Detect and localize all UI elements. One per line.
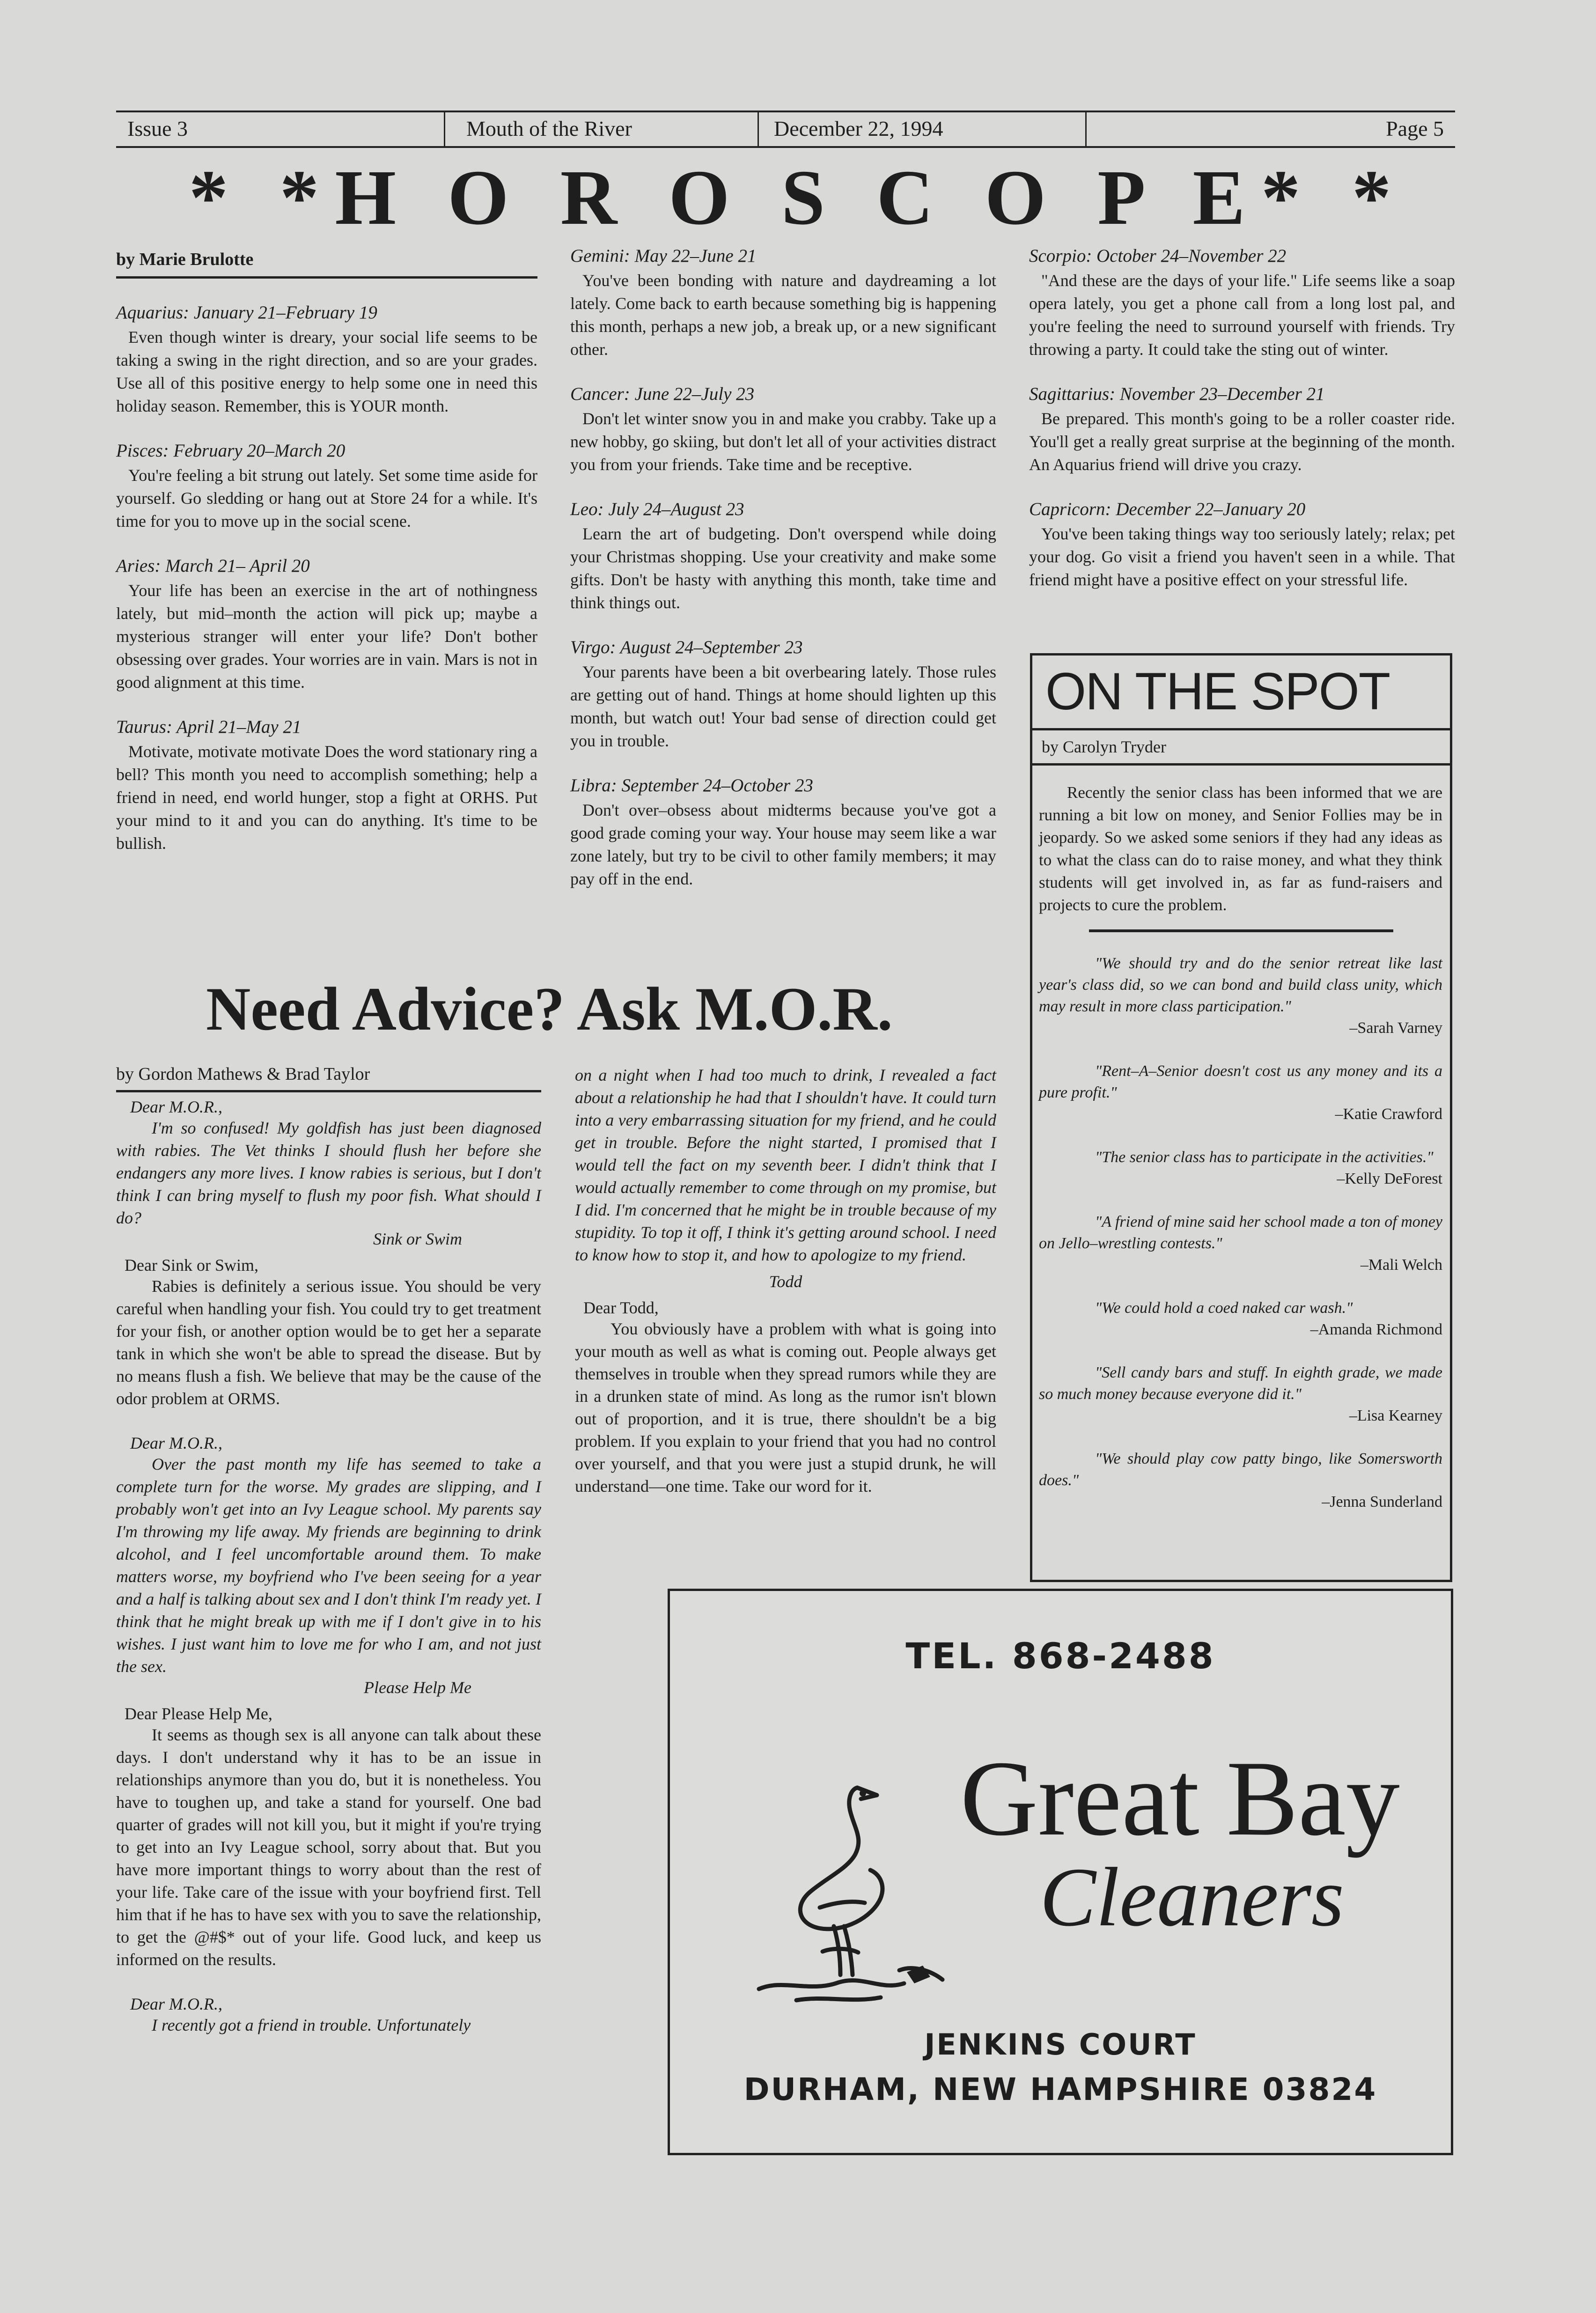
byline-rule xyxy=(116,1090,541,1092)
sign-heading: Capricorn: December 22–January 20 xyxy=(1029,499,1306,519)
letter-salutation: Dear M.O.R., xyxy=(130,1995,222,2013)
sign-heading: Taurus: April 21–May 21 xyxy=(116,717,302,737)
letter-signoff: Todd xyxy=(769,1272,802,1291)
sign-text: Motivate, motivate motivate Does the word stationary ring a bell? This month you need to accomplish something; help a friend in need, end world hunger, stop a fight at ORHS. Put your mind to it and you can do anything. It's time to be bullish. xyxy=(116,742,537,853)
letter-salutation: Dear M.O.R., xyxy=(130,1098,222,1116)
reply-text: It seems as though sex is all anyone can talk about these days. I don't understand why it has to be an issue in relationships anymore than you do, but it is nonetheless. You have to toughen up, and take a stand for yourself. One bad quarter of grades will not kill you, but it might if you're trying to get into an Ivy League school, sorry about that. But you have more important things to worry about than the rest of your life. Take care of the issue with your boyfriend first. Tell him that if he has to have sex with you to save the relationship, to get the @#$* out of your life. Good luck, and keep us informed on the results. xyxy=(116,1725,541,1969)
horoscope-column-1 xyxy=(116,249,537,877)
sign-heading: Aquarius: January 21–February 19 xyxy=(116,302,377,323)
horoscope-byline: by Marie Brulotte xyxy=(116,250,254,269)
reply-text: You obviously have a problem with what is going into your mouth as well as what is coming out. People always get themselves in trouble when they spread rumors while they are in a drunken state of mind. As long as the rumor isn't blown out of proportion, and it is true, there shouldn't be a big problem. If you explain to your friend that you had no control over yourself, and that you were just a stupid drunk, he will understand—one time. Take our word for it. xyxy=(575,1319,996,1495)
sign-text: Your life has been an exercise in the art of nothingness lately, but mid–month the action will pick up; maybe a mysterious stranger will enter your life? Don't bother obsessing over grades. Your worries are in vain. Mars is not in good alignment at this time. xyxy=(116,581,537,692)
sign-heading: Pisces: February 20–March 20 xyxy=(116,441,346,461)
quote-attribution: –Mali Welch xyxy=(1360,1256,1442,1274)
quote-attribution: –Kelly DeForest xyxy=(1337,1170,1442,1187)
issue-date: December 22, 1994 xyxy=(774,117,943,140)
sign-libra xyxy=(570,775,996,891)
sign-scorpio xyxy=(1029,245,1455,361)
quote-attribution: –Amanda Richmond xyxy=(1310,1321,1442,1338)
page-number: Page 5 xyxy=(1386,117,1444,140)
quote-text: "The senior class has to participate in the activities." xyxy=(1095,1149,1434,1166)
advice-column-2 xyxy=(575,1064,996,1497)
paper-name: Mouth of the River xyxy=(466,117,632,140)
horoscope-column-2 xyxy=(570,245,996,913)
sign-sagittarius xyxy=(1029,383,1455,476)
reply-heading: Dear Todd, xyxy=(583,1298,659,1317)
spacer xyxy=(116,1410,541,1429)
ad-address-line2: DURHAM, NEW HAMPSHIRE 03824 xyxy=(743,2071,1377,2107)
quote-attribution: –Sarah Varney xyxy=(1349,1019,1442,1037)
advice-title: Need Advice? Ask M.O.R. xyxy=(206,974,893,1043)
letter-text: Over the past month my life has seemed to take a complete turn for the worse. My grades are slipping, and I probably won't get into an Ivy League school. My parents say I'm throwing my life away. My friends are beginning to drink alcohol, and I feel uncomfortable around them. To make matters worse, my boyfriend who I've been seeing for a year and a half is talking about sex and I don't think I'm ready yet. I think that he might break up with me if I don't give in to his wishes. I just want him to love me for who I am, and not just the sex. xyxy=(116,1455,541,1676)
sign-text: Be prepared. This month's going to be a roller coaster ride. You'll get a really great surprise at the beginning of the month. An Aquarius friend will drive you crazy. xyxy=(1029,409,1455,474)
sign-text: Don't let winter snow you in and make you crabby. Take up a new hobby, go skiing, but don't let all of your activities distract you from your friends. Take time and be receptive. xyxy=(570,409,996,474)
reply-heading: Dear Please Help Me, xyxy=(125,1704,272,1723)
quote-text: "Rent–A–Senior doesn't cost us any money and its a pure profit." xyxy=(1039,1062,1442,1101)
sign-heading: Libra: September 24–October 23 xyxy=(570,775,813,796)
quote-text: "A friend of mine said her school made a ton of money on Jello–wrestling contests." xyxy=(1039,1213,1442,1252)
sign-aries xyxy=(116,555,537,694)
quote xyxy=(1032,1211,1450,1276)
quote-attribution: –Lisa Kearney xyxy=(1349,1407,1442,1424)
sign-text: Your parents have been a bit overbearing lately. Those rules are getting out of hand. Things at home should lighten up this month, but watch out! Your bad sense of direction could get you in trouble. xyxy=(570,663,996,750)
letter-text: on a night when I had too much to drink, I revealed a fact about a relationship he had that I shouldn't have. It could turn into a very embarrassing situation for my friend, and he could get in trouble. Before the night started, I promised that I would tell the fact on my seventh beer. I didn't think that I would actually remember to come through on my promise, but I did. I'm concerned that he might be in trouble because of my stupidity. To top it off, I think it's getting around school. I need to know how to stop it, and how to apologize to my friend. xyxy=(575,1066,996,1264)
sign-text: You're feeling a bit strung out lately. Set some time aside for yourself. Go sledding or hang out at Store 24 for a while. It's time for you to move up in the social scene. xyxy=(116,466,537,530)
letter-signoff: Sink or Swim xyxy=(373,1230,462,1248)
heron-icon xyxy=(740,1769,974,2012)
sign-virgo xyxy=(570,637,996,752)
sign-taurus xyxy=(116,716,537,855)
sign-text: You've been bonding with nature and daydreaming a lot lately. Come back to earth because something big is happening this month, perhaps a new job, a break up, or a new significant other. xyxy=(570,271,996,359)
sign-heading: Virgo: August 24–September 23 xyxy=(570,637,803,657)
issue-number: Issue 3 xyxy=(127,117,188,140)
cleaners-advertisement xyxy=(668,1589,1453,2155)
letter-text: I recently got a friend in trouble. Unfortunately xyxy=(152,2016,471,2034)
quote-text: "Sell candy bars and stuff. In eighth grade, we made so much money because everyone did it." xyxy=(1039,1364,1442,1403)
quote-text: "We should play cow patty bingo, like Somersworth does." xyxy=(1039,1450,1442,1489)
reply-heading: Dear Sink or Swim, xyxy=(125,1256,258,1274)
sign-heading: Leo: July 24–August 23 xyxy=(570,499,744,519)
sign-heading: Cancer: June 22–July 23 xyxy=(570,384,755,404)
sign-text: Even though winter is dreary, your social life seems to be taking a swing in the right direction, and so are your grades. Use all of this positive energy to help some one in need this holiday season. Remember, this is YOUR month. xyxy=(116,328,537,415)
masthead xyxy=(116,110,1455,148)
quote-attribution: –Katie Crawford xyxy=(1335,1105,1442,1123)
on-the-spot-title: ON THE SPOT xyxy=(1045,662,1390,721)
horoscope-column-3 xyxy=(1029,245,1455,614)
sign-heading: Gemini: May 22–June 21 xyxy=(570,246,757,266)
sign-gemini xyxy=(570,245,996,361)
quote xyxy=(1032,1147,1450,1190)
sign-text: Learn the art of budgeting. Don't overspend while doing your Christmas shopping. Use your creativity and make some gifts. Don't be hasty with anything this month, take time and think things out. xyxy=(570,524,996,612)
on-the-spot-box xyxy=(1030,653,1452,1582)
quote xyxy=(1032,1448,1450,1513)
ad-business-name-line1: Great Bay xyxy=(960,1738,1400,1858)
quote xyxy=(1032,1297,1450,1341)
reply-text: Rabies is definitely a serious issue. You should be very careful when handling your fish. You could try to get treatment for your fish, or another option would be to get her a separate tank in which she won't be able to spread the disease. But by no means flush a fish. We believe that may be the cause of the odor problem at ORMS. xyxy=(116,1277,541,1408)
on-the-spot-byline: by Carolyn Tryder xyxy=(1032,728,1450,766)
quote-attribution: –Jenna Sunderland xyxy=(1322,1493,1442,1510)
sign-text: You've been taking things way too seriously lately; relax; pet your dog. Go visit a friend you haven't seen in a while. That friend might have a positive effect on your stressful life. xyxy=(1029,524,1455,589)
quote-text: "We could hold a coed naked car wash." xyxy=(1095,1299,1353,1317)
masthead-divider xyxy=(1085,112,1087,146)
sign-pisces xyxy=(116,440,537,533)
sign-heading: Sagittarius: November 23–December 21 xyxy=(1029,384,1325,404)
advice-byline: by Gordon Mathews & Brad Taylor xyxy=(116,1064,370,1084)
sign-heading: Aries: March 21– April 20 xyxy=(116,556,310,576)
masthead-divider xyxy=(444,112,445,146)
sign-text: Don't over–obsess about midterms because you've got a good grade coming your way. Your house may seem like a war zone lately, but try to be civil to other family members; it may pay off in the end. xyxy=(570,801,996,888)
byline-rule xyxy=(116,276,537,279)
on-the-spot-intro: Recently the senior class has been informed that we are running a bit low on money, and Senior Follies may be in jeopardy. So we asked some seniors if they had any ideas as to what the class can do to raise money, and what they think students will get involved in, as far as fund-raisers and projects to cure the problem. xyxy=(1039,783,1442,914)
letter-salutation: Dear M.O.R., xyxy=(130,1434,222,1452)
sign-cancer xyxy=(570,383,996,476)
quote xyxy=(1032,1061,1450,1125)
quote xyxy=(1032,953,1450,1039)
sign-leo xyxy=(570,499,996,614)
advice-column-1 xyxy=(116,1064,541,2036)
quote xyxy=(1032,1362,1450,1427)
quote-text: "We should try and do the senior retreat like last year's class did, so we can bond and build class unity, which may result in more class participation." xyxy=(1039,955,1442,1015)
sign-text: "And these are the days of your life." Life seems like a soap opera lately, you get a phone call from a long lost pal, and you're feeling the need to surround yourself with friends. Try throwing a party. It could take the sting out of winter. xyxy=(1029,271,1455,359)
ad-telephone: TEL. 868-2488 xyxy=(905,1635,1215,1677)
sign-aquarius xyxy=(116,302,537,418)
horoscope-title: * *H O R O S C O P E* * xyxy=(189,154,1407,241)
ad-business-name-line2: Cleaners xyxy=(1040,1850,1344,1944)
masthead-divider xyxy=(758,112,759,146)
letter-text: I'm so confused! My goldfish has just been diagnosed with rabies. The Vet thinks I should flush her before she endangers any more lives. I know rabies is serious, but I don't think I can bring myself to flush my poor fish. What should I do? xyxy=(116,1119,541,1227)
letter-signoff: Please Help Me xyxy=(364,1678,471,1697)
ad-address-line1: JENKINS COURT xyxy=(924,2027,1197,2062)
section-rule xyxy=(1089,929,1393,932)
spacer xyxy=(116,1971,541,1989)
sign-heading: Scorpio: October 24–November 22 xyxy=(1029,246,1287,266)
sign-capricorn xyxy=(1029,499,1455,591)
